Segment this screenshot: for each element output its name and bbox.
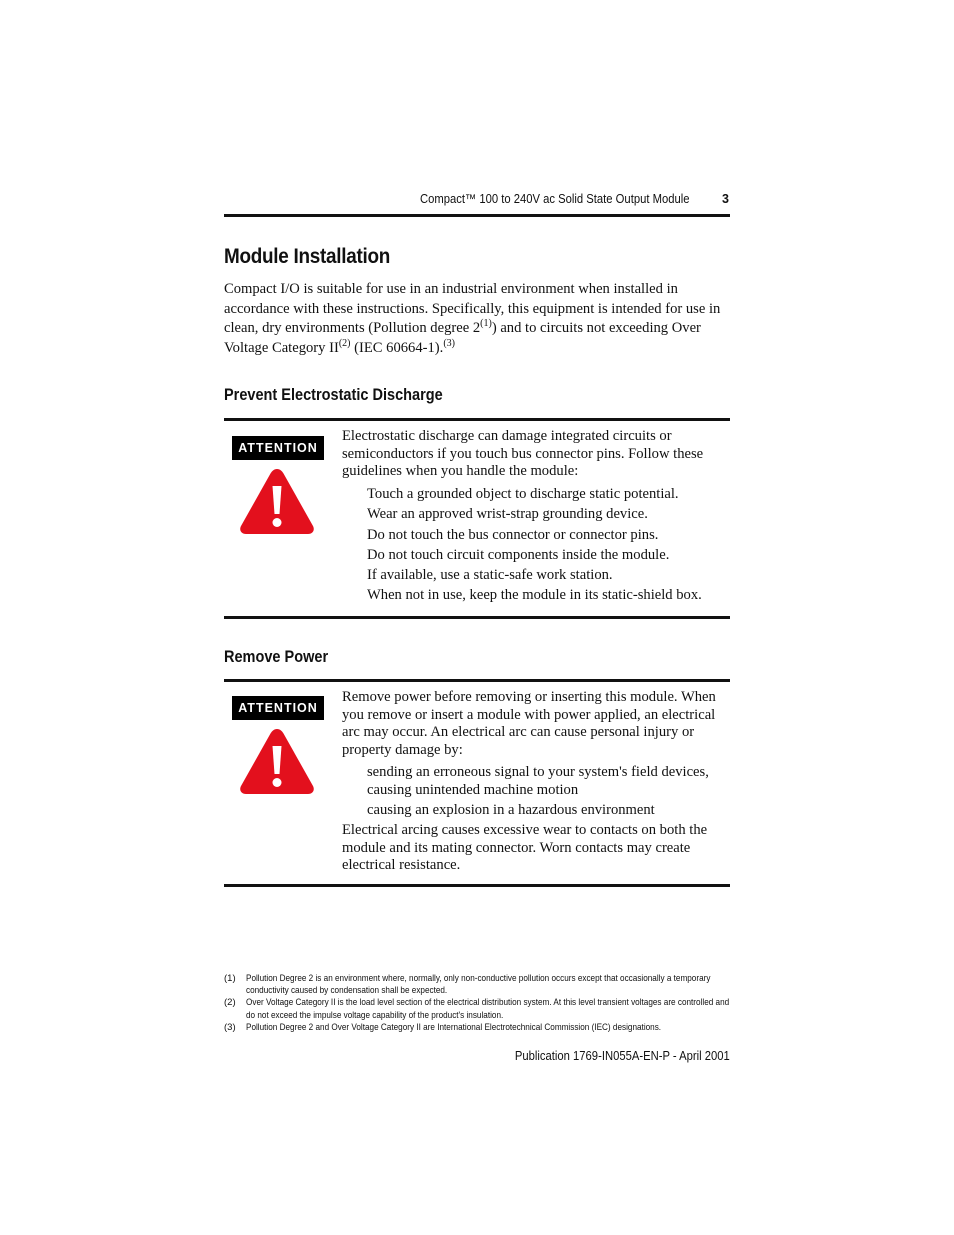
footnote-ref-1[interactable]: (1) (480, 318, 492, 330)
footnote-ref-2[interactable]: (2) (338, 337, 351, 349)
esd-box-bottom-rule (224, 616, 730, 619)
footnotes (224, 973, 730, 1034)
exclamation-triangle-icon (238, 466, 316, 536)
footnote-mark: (1) (224, 973, 236, 984)
list-item: If available, use a static-safe work station. (367, 567, 613, 584)
list-item: When not in use, keep the module in its static-shield box. (367, 587, 702, 604)
list-item: Do not touch circuit components inside the module. (367, 546, 670, 563)
footnote-text: Pollution Degree 2 is an environment where, normally, only non-conductive pollution occurs except that occasionally a temporary conductivity caused by condensation shall be expected. (246, 973, 711, 997)
footnote-text: Over Voltage Category II is the load level section of the electrical distribution system. At this level transient voltages are controlled and do not exceed the impulse voltage capability of the product's insulation. (246, 997, 730, 1021)
intro-paragraph (224, 280, 730, 358)
footnote-mark: (2) (224, 997, 236, 1009)
esd-box-top-rule (224, 418, 730, 421)
list-item: Wear an approved wrist-strap grounding device. (367, 506, 648, 523)
intro-text-1: Compact I/O is suitable for use in an industrial environment when installed in accordance with these instructions. Specifically, this equipment is intended for use in clean, dry environments (Pollution degree 2 (224, 281, 721, 336)
footnote (224, 1022, 730, 1034)
power-closing-text: Electrical arcing causes excessive wear to contacts on both the module and its mating connector. Worn contacts may create electrical resistance. (342, 822, 708, 873)
power-box-bottom-rule (224, 884, 730, 887)
intro-text-3: (IEC 60664-1). (350, 339, 444, 356)
header-rule (224, 214, 730, 217)
footnote-text: Pollution Degree 2 and Over Voltage Category II are International Electrotechnical Commission (IEC) designations. (246, 1021, 662, 1033)
publication-footer: Publication 1769-IN055A-EN-P - April 2001 (515, 1049, 730, 1063)
esd-guidelines-list (367, 486, 737, 608)
list-item: sending an erroneous signal to your system's field devices, causing unintended machine motion (367, 764, 709, 798)
section-title: Module Installation (224, 245, 391, 268)
exclamation-triangle-icon (238, 726, 316, 796)
attention-badge: ATTENTION (232, 436, 324, 460)
page-number: 3 (722, 192, 729, 206)
header-title: Compact™ 100 to 240V ac Solid State Output Module (419, 192, 689, 206)
running-header (224, 190, 730, 210)
power-warning-text: Remove power before removing or inserting this module. When you remove or insert a module with power applied, an electrical arc may occur. An electrical arc can cause personal injury or property damage by: (342, 689, 716, 758)
attention-badge: ATTENTION (232, 696, 324, 720)
intro-text-2: ) and to circuits not exceeding Over Voltage Category II (224, 320, 701, 356)
esd-warning-text: Electrostatic discharge can damage integrated circuits or semiconductors if you touch bus connector pins. Follow these guidelines when you handle the module: (342, 428, 704, 479)
list-item: causing an explosion in a hazardous environment (367, 802, 655, 818)
footnote (224, 973, 730, 997)
footnote (224, 997, 730, 1021)
footnote-ref-3[interactable]: (3) (443, 337, 455, 349)
footnote-mark: (3) (224, 1021, 236, 1033)
list-item: Touch a grounded object to discharge static potential. (367, 486, 679, 502)
list-item: Do not touch the bus connector or connector pins. (367, 526, 659, 543)
power-heading: Remove Power (224, 648, 329, 666)
esd-heading: Prevent Electrostatic Discharge (224, 386, 443, 404)
power-box-top-rule (224, 679, 730, 682)
